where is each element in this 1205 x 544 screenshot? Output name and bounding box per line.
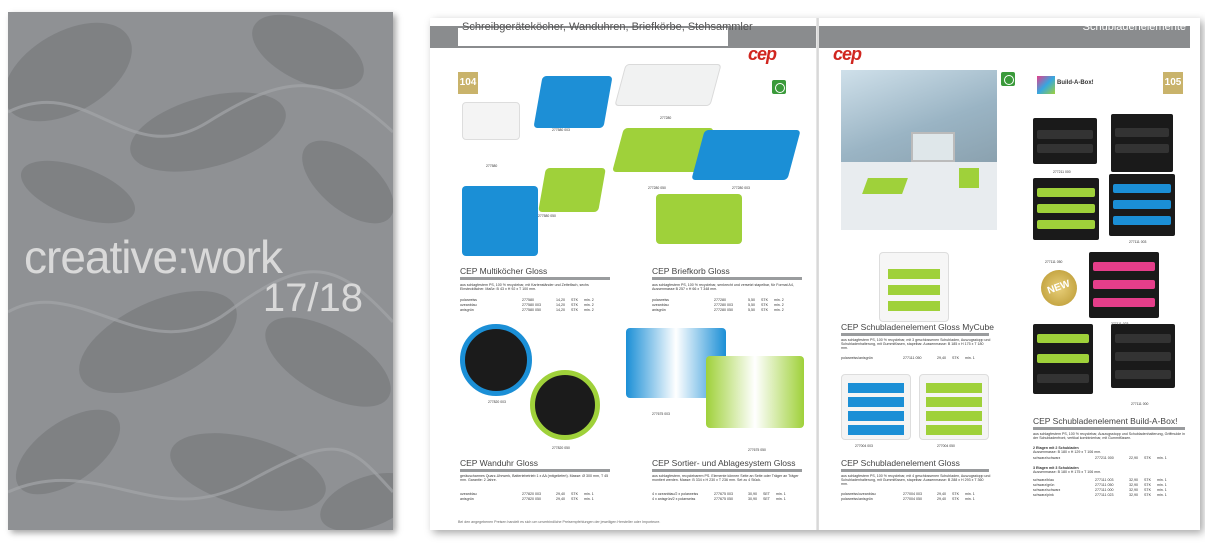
catalog-cover[interactable] — [8, 12, 393, 530]
eco-icon — [1001, 72, 1015, 86]
product-code: 277580 050 — [538, 214, 556, 218]
section-rule — [460, 277, 610, 280]
product-code: 277820 003 — [488, 400, 506, 404]
product-code: 277111 000 — [1131, 402, 1149, 406]
sub-description: Aussenmasse: B 180 x H 175 x T 106 mm. — [1033, 470, 1102, 474]
price-row: schwarz/schwarz 277111 000 32,90 STK min. 1 — [1033, 488, 1167, 492]
wall-clock-blue-image — [460, 324, 532, 396]
section-rule — [652, 469, 802, 472]
price-row: schwarz/pink 277111 023 32,90 STK min. 1 — [1033, 493, 1167, 497]
drawer-black-3-image — [1111, 324, 1175, 388]
desk-organizer-white-image — [462, 102, 520, 140]
page-number: 105 — [1163, 72, 1183, 94]
section-rule — [841, 333, 989, 336]
price-row: anisgrün 277820 050 29,40 STK min. 1 — [460, 497, 594, 501]
sub-description: Aussenmasse: B 180 x H 129 x T 106 mm. — [1033, 450, 1102, 454]
section-rule — [460, 469, 610, 472]
eco-icon — [772, 80, 786, 94]
mycube-drawer-image — [879, 252, 949, 322]
build-a-box-label: Build-A-Box! — [1057, 80, 1094, 86]
price-row: polarweiss/anisgrün 277004 050 29,40 STK min. 1 — [841, 497, 975, 501]
right-page — [818, 18, 1200, 530]
product-code: 277580 003 — [552, 128, 570, 132]
green-cube-image — [959, 168, 979, 188]
catalog-spread[interactable] — [430, 18, 1200, 530]
office-scene-photo — [841, 70, 997, 230]
build-a-box-cube-icon — [1037, 76, 1055, 94]
drawer-combo-green-image — [1033, 324, 1093, 394]
drawer-blue-image — [1109, 174, 1175, 236]
price-row: ozeanblau 277580 003 14,20 STK min. 2 — [460, 303, 594, 307]
monitor-image — [911, 132, 955, 162]
section-description: aus schlagfestem, recyclebarem PS. Elemente können Seite an Seite oder Träger an Träger montiert werden. Masse: B 334 x H 230 x T 236 mm. Set zu 4 Stück. — [652, 474, 799, 483]
product-code: 277580 — [486, 164, 498, 168]
price-row: ozeanblau 277280 003 5,50 STK min. 2 — [652, 303, 784, 307]
price-row: anisgrün 277280 050 5,50 STK min. 2 — [652, 308, 784, 312]
letter-tray-stack-image — [656, 194, 742, 244]
left-page — [430, 18, 818, 530]
section-rule — [652, 277, 802, 280]
section-title-wanduhr: CEP Wanduhr Gloss — [460, 458, 538, 468]
section-description: aus schlagfestem PS, 100 % recyclebar, Auszugsstopp und Schubladenhalterung, Griffmulde in der Schubladenfront, vertikal kombinierbar, mit Gummifüssen. — [1033, 432, 1185, 441]
price-row: schwarz/schwarz 277211 000 22,90 STK min. 1 — [1033, 456, 1167, 460]
section-description: aus schlagfestem PS, 100 % recyclebar, senkrecht und versetzt stapelbar, für Format A4, Aussenmasse B 257 x H 66 x T 348 mm. — [652, 283, 794, 292]
section-rule — [1033, 427, 1185, 430]
price-row: polarweiss/ozeanblau 277004 003 29,40 STK min. 1 — [841, 492, 975, 496]
sub-heading: 3 Etagen mit 3 Schubladen — [1033, 466, 1079, 470]
product-code: 277004 003 — [855, 444, 873, 448]
section-title-mycube: CEP Schubladenelement Gloss MyCube — [841, 322, 994, 332]
price-row: 4 x anisgrün/2 x polarweiss 277675 050 30,90 SET min. 1 — [652, 497, 786, 501]
price-row: schwarz/blau 277111 003 32,90 STK min. 1 — [1033, 478, 1167, 482]
price-disclaimer: Bei den angegebenen Preisen handelt es sich um unverbindliche Preisempfehlungen der jeweiligen Hersteller oder Importeure. — [458, 520, 661, 524]
product-code: 277280 050 — [648, 186, 666, 190]
section-description: aus schlagfestem PS, 100 % recyclebar, mit 4 geschlossenen Schubladen, Auszugsstopp und Schubladenhalterung, mit Gummifüssen, stapelbar. Aussenmasse: B 288 x H 293 x T 360 mm. — [841, 474, 991, 487]
product-code: 277111 050 — [1045, 260, 1063, 264]
section-title-sortiersystem: CEP Sortier- und Ablagesystem Gloss — [652, 458, 796, 468]
drawer-black-2-image — [1033, 118, 1097, 164]
desk-organizer-green-image — [538, 168, 606, 212]
drawer-green-image — [1033, 178, 1099, 240]
product-code: 277111 023 — [1111, 322, 1129, 326]
section-title-briefkorb: CEP Briefkorb Gloss — [652, 266, 730, 276]
section-description: aus schlagfestem PS, 100 % recyclebar, mit Kartenständer und Zettelfach, sechs Einsteckfächer. Maße: B 43 x H 92 x T 100 mm. — [460, 283, 589, 292]
page-header-title: Schubladenelemente — [1082, 21, 1186, 33]
product-code: 277675 003 — [652, 412, 670, 416]
product-code: 277111 003 — [1129, 240, 1147, 244]
product-code: 277280 003 — [732, 186, 750, 190]
letter-tray-blue-image — [691, 130, 800, 180]
page-number: 104 — [458, 72, 478, 94]
section-title-build-a-box: CEP Schubladenelement Build-A-Box! — [1033, 416, 1178, 426]
letter-tray-white-image — [614, 64, 721, 106]
green-tray-image — [862, 178, 908, 194]
section-title-gloss: CEP Schubladenelement Gloss — [841, 458, 960, 468]
price-row: ozeanblau 277820 003 29,40 STK min. 1 — [460, 492, 594, 496]
price-row: anisgrün 277580 050 14,20 STK min. 2 — [460, 308, 594, 312]
drawer-unit-green-image — [919, 374, 989, 440]
desk-organizer-blue-image — [533, 76, 612, 128]
cep-logo: cep — [833, 44, 862, 64]
product-code: 277280 — [660, 116, 672, 120]
section-title-multikoecher: CEP Multiköcher Gloss — [460, 266, 548, 276]
section-description: aus schlagfestem PS, 100 % recyclebar, mit 3 geschlossenen Schubladen, Auszugsstopp und Schubladenhalterung, mit Gummifüssen, stapelbar. Aussenmasse: B 185 x H 175 x T 180 mm. — [841, 338, 991, 351]
product-code: 277675 050 — [748, 448, 766, 452]
section-description: geräuscharmes Quarz-Uhrwerk, Batteriebetrieb 1 x AA (mitgeliefert). Masse: Ø 300 mm, T 45 mm. Garantie: 2 Jahre. — [460, 474, 609, 483]
wall-clock-green-image — [530, 370, 600, 440]
sorter-green-image — [706, 356, 804, 428]
page-header-title: Schreibgeräteköcher, Wanduhren, Briefkörbe, Stehsammler — [462, 21, 753, 33]
drawer-black-open-image — [1111, 114, 1173, 172]
new-badge: NEW — [1036, 265, 1082, 311]
desk-organizer-filled-image — [462, 186, 538, 256]
drawer-pink-image — [1089, 252, 1159, 318]
price-row: polarweiss 277580 14,20 STK min. 2 — [460, 298, 594, 302]
price-row: polarweiss/anisgrün 277111 050 29,40 STK min. 1 — [841, 356, 975, 360]
drawer-unit-blue-image — [841, 374, 911, 440]
product-code: 277211 000 — [1053, 170, 1071, 174]
price-row: polarweiss 277280 5,50 STK min. 2 — [652, 298, 784, 302]
product-code: 277820 050 — [552, 446, 570, 450]
price-row: 4 x ozeanblau/2 x polarweiss 277675 003 30,90 SET min. 1 — [652, 492, 786, 496]
price-row: schwarz/grün 277111 050 32,90 STK min. 1 — [1033, 483, 1167, 487]
sub-heading: 2 Etagen mit 2 Schubladen — [1033, 446, 1079, 450]
cep-logo: cep — [748, 44, 777, 64]
cover-title: creative:work — [24, 231, 282, 283]
product-code: 277004 050 — [937, 444, 955, 448]
section-rule — [841, 469, 989, 472]
cover-year: 17/18 — [262, 276, 363, 320]
